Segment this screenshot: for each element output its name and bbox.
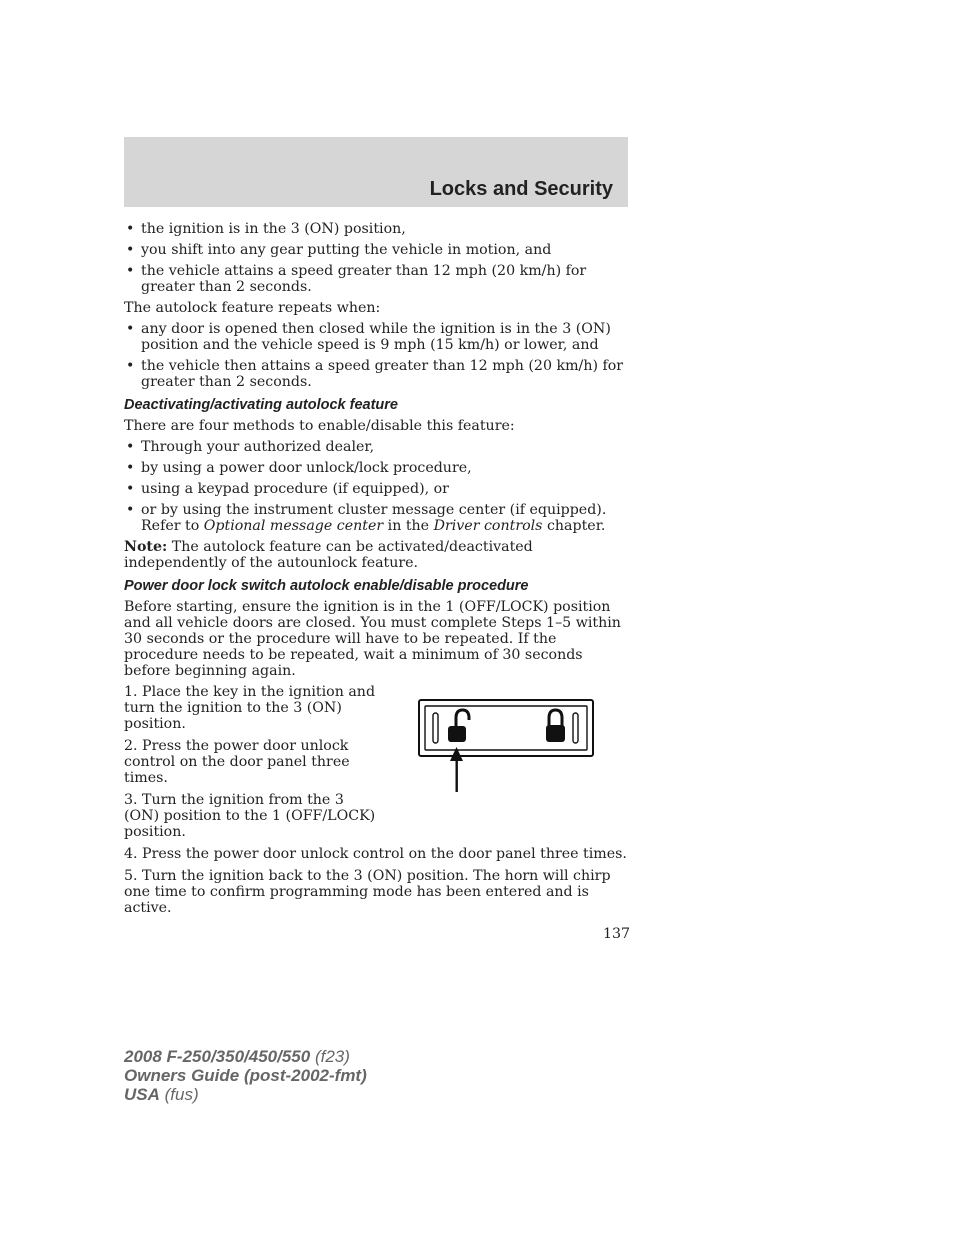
note-text: The autolock feature can be activated/deactivated independently of the autounlock feature. [124,539,533,571]
door-lock-switch-illustration [415,696,597,796]
main-text-column [124,221,630,922]
list-item: • by using a power door unlock/lock procedure, [124,460,630,476]
italic-reference: Optional message center [203,518,384,534]
list-item: • the vehicle then attains a speed greater than 12 mph (20 km/h) for greater than 2 seconds. [124,358,630,390]
text-run: or by using the instrument cluster message center (if equipped). Refer to [141,502,607,534]
footer-market: USA [124,1085,160,1104]
section-header-band [124,137,628,207]
repeat-intro: The autolock feature repeats when: [124,300,381,316]
text-run: chapter. [542,518,606,534]
document-footer [124,1047,367,1104]
deactivating-heading: Deactivating/activating autolock feature [124,397,398,413]
list-item: • the vehicle attains a speed greater than 12 mph (20 km/h) for greater than 2 seconds. [124,263,630,295]
step-item: 1. Place the key in the ignition and turn the ignition to the 3 (ON) position. [124,684,376,732]
footer-model: 2008 F-250/350/450/550 [124,1047,311,1066]
procedure-heading: Power door lock switch autolock enable/disable procedure [124,578,529,594]
repeat-conditions-list [124,321,630,390]
methods-intro: There are four methods to enable/disable this feature: [124,418,515,434]
footer-line [124,1047,367,1066]
steps-with-illustration [124,684,379,840]
note-paragraph [124,539,630,571]
text-run: in the [383,518,434,534]
step-item: 2. Press the power door unlock control on the door panel three times. [124,738,350,786]
list-item: • using a keypad procedure (if equipped), or [124,481,630,497]
footer-code: (f23) [310,1047,350,1066]
switch-right-slot [573,713,578,743]
list-item [124,502,630,534]
footer-guide: Owners Guide (post-2002-fmt) [124,1066,367,1085]
list-item: • you shift into any gear putting the vehicle in motion, and [124,242,630,258]
step-item: 4. Press the power door unlock control on the door panel three times. [124,846,627,862]
footer-line [124,1085,367,1104]
switch-left-slot [433,713,438,743]
section-title: Locks and Security [429,178,613,200]
italic-reference: Driver controls [433,518,543,534]
step-item: 3. Turn the ignition from the 3 (ON) position to the 1 (OFF/LOCK) position. [124,792,376,840]
procedure-intro: Before starting, ensure the ignition is in the 1 (OFF/LOCK) position and all vehicle doors are closed. You must complete Steps 1–5 within 30 seconds or the procedure will have to be repeated. If the procedure needs to be repeated, wait a minimum of 30 seconds before beginning again. [124,599,621,679]
step-item: 5. Turn the ignition back to the 3 (ON) position. The horn will chirp one time to confirm programming mode has been entered and is active. [124,868,611,916]
list-item: • the ignition is in the 3 (ON) position, [124,221,630,237]
list-item: • Through your authorized dealer, [124,439,630,455]
list-item: • any door is opened then closed while the ignition is in the 3 (ON) position and the vehicle speed is 9 mph (15 km/h) or lower, and [124,321,630,353]
note-label: Note: [124,539,168,555]
autolock-conditions-list [124,221,630,295]
footer-market-code: (fus) [159,1085,199,1104]
page-number: 137 [603,926,631,942]
methods-list [124,439,630,534]
